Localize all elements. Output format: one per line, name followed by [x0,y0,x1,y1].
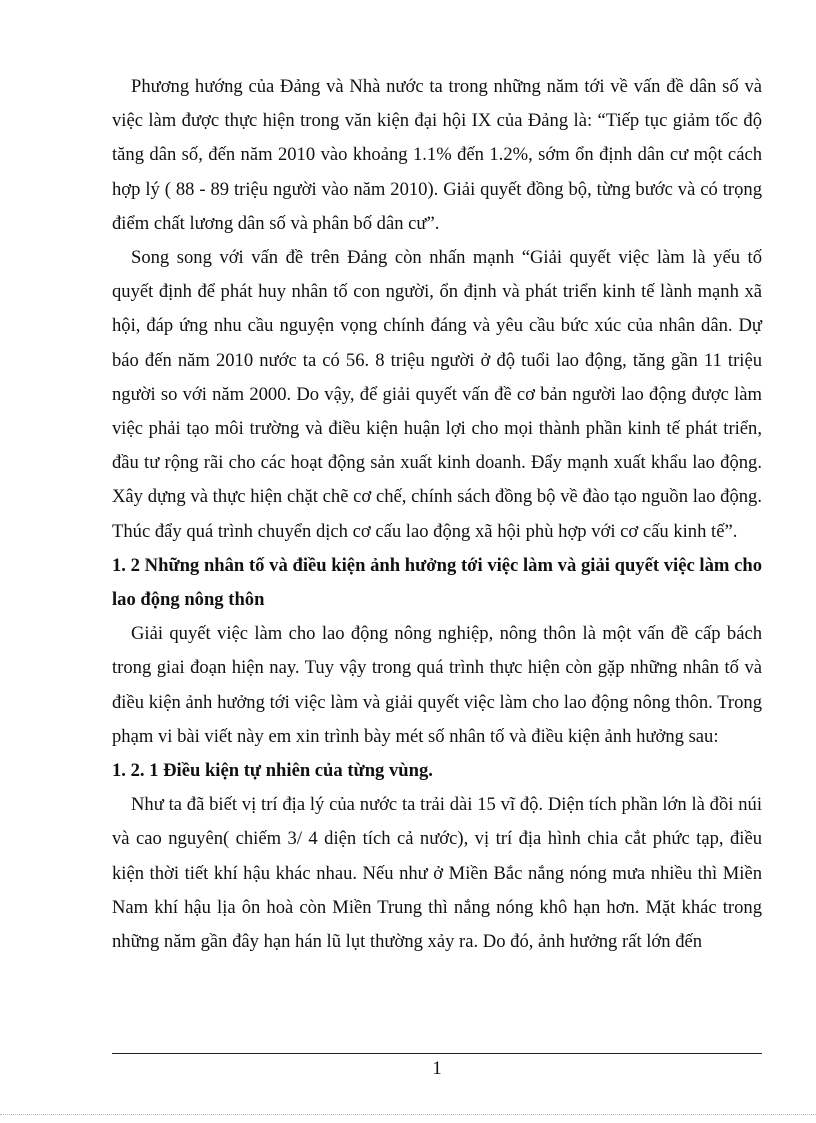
paragraph-population-policy: Phương hướng của Đảng và Nhà nước ta trong những năm tới về vấn đề dân số và việc làm được thực hiện trong văn kiện đại hội IX của Đảng là: “Tiếp tục giảm tốc độ tăng dân số, đến năm 2010 vào khoảng 1.1% đến 1.2%, sớm ổn định dân cư một cách hợp lý ( 88 - 89 triệu người vào năm 2010). Giải quyết đồng bộ, từng bước và có trọng điểm chất lương dân số và phân bố dân cư”. [112,76,762,234]
document-body [112,70,762,959]
page-edge-divider [0,1114,816,1115]
section-heading-1-2-1: 1. 2. 1 Điều kiện tự nhiên của từng vùng. [112,760,433,782]
footer-divider [112,1053,762,1054]
paragraph-natural-conditions: Như ta đã biết vị trí địa lý của nước ta trải dài 15 vĩ độ. Diện tích phần lớn là đồi núi và cao nguyên( chiếm 3/ 4 diện tích cả nước), vị trí địa hình chia cắt phức tạp, điều kiện thời tiết khí hậu khác nhau. Nếu như ở Miền Bắc nắng nóng mưa nhiều thì Miền Nam khí hậu lịa ôn hoà còn Miền Trung thì nắng nóng khô hạn hơn. Mặt khác trong những năm gần đây hạn hán lũ lụt thường xảy ra. Do đó, ảnh hưởng rất lớn đến [112,794,762,953]
page-number: 1 [432,1058,442,1079]
section-heading-1-2: 1. 2 Những nhân tố và điều kiện ảnh hưởng tới việc làm và giải quyết việc làm cho lao động nông thôn [112,554,762,611]
paragraph-section-intro: Giải quyết việc làm cho lao động nông nghiệp, nông thôn là một vấn đề cấp bách trong giai đoạn hiện nay. Tuy vậy trong quá trình thực hiện còn gặp những nhân tố và điều kiện ảnh hưởng tới việc làm và giải quyết việc làm cho lao động nông thôn. Trong phạm vi bài viết này em xin trình bày mét số nhân tố và điều kiện ảnh hưởng sau: [112,623,762,747]
paragraph-employment-policy: Song song với vấn đề trên Đảng còn nhấn mạnh “Giải quyết việc làm là yếu tố quyết định để phát huy nhân tố con người, ổn định và phát triển kinh tế lành mạnh xã hội, đáp ứng nhu cầu nguyện vọng chính đáng và yêu cầu bức xúc của nhân dân. Dự báo đến năm 2010 nước ta có 56. 8 triệu người ở độ tuổi lao động, tăng gần 11 triệu người so với năm 2000. Do vậy, để giải quyết vấn đề cơ bản người lao động được làm việc phải tạo môi trường và điều kiện huận lợi cho mọi thành phần kinh tế phát triển, đầu tư rộng rãi cho các hoạt động sản xuất kinh doanh. Đẩy mạnh xuất khẩu lao động. Xây dựng và thực hiện chặt chẽ cơ chế, chính sách đồng bộ về đào tạo nguồn lao động. Thúc đẩy quá trình chuyển dịch cơ cấu lao động xã hội phù hợp với cơ cấu kinh tế”. [112,247,762,542]
